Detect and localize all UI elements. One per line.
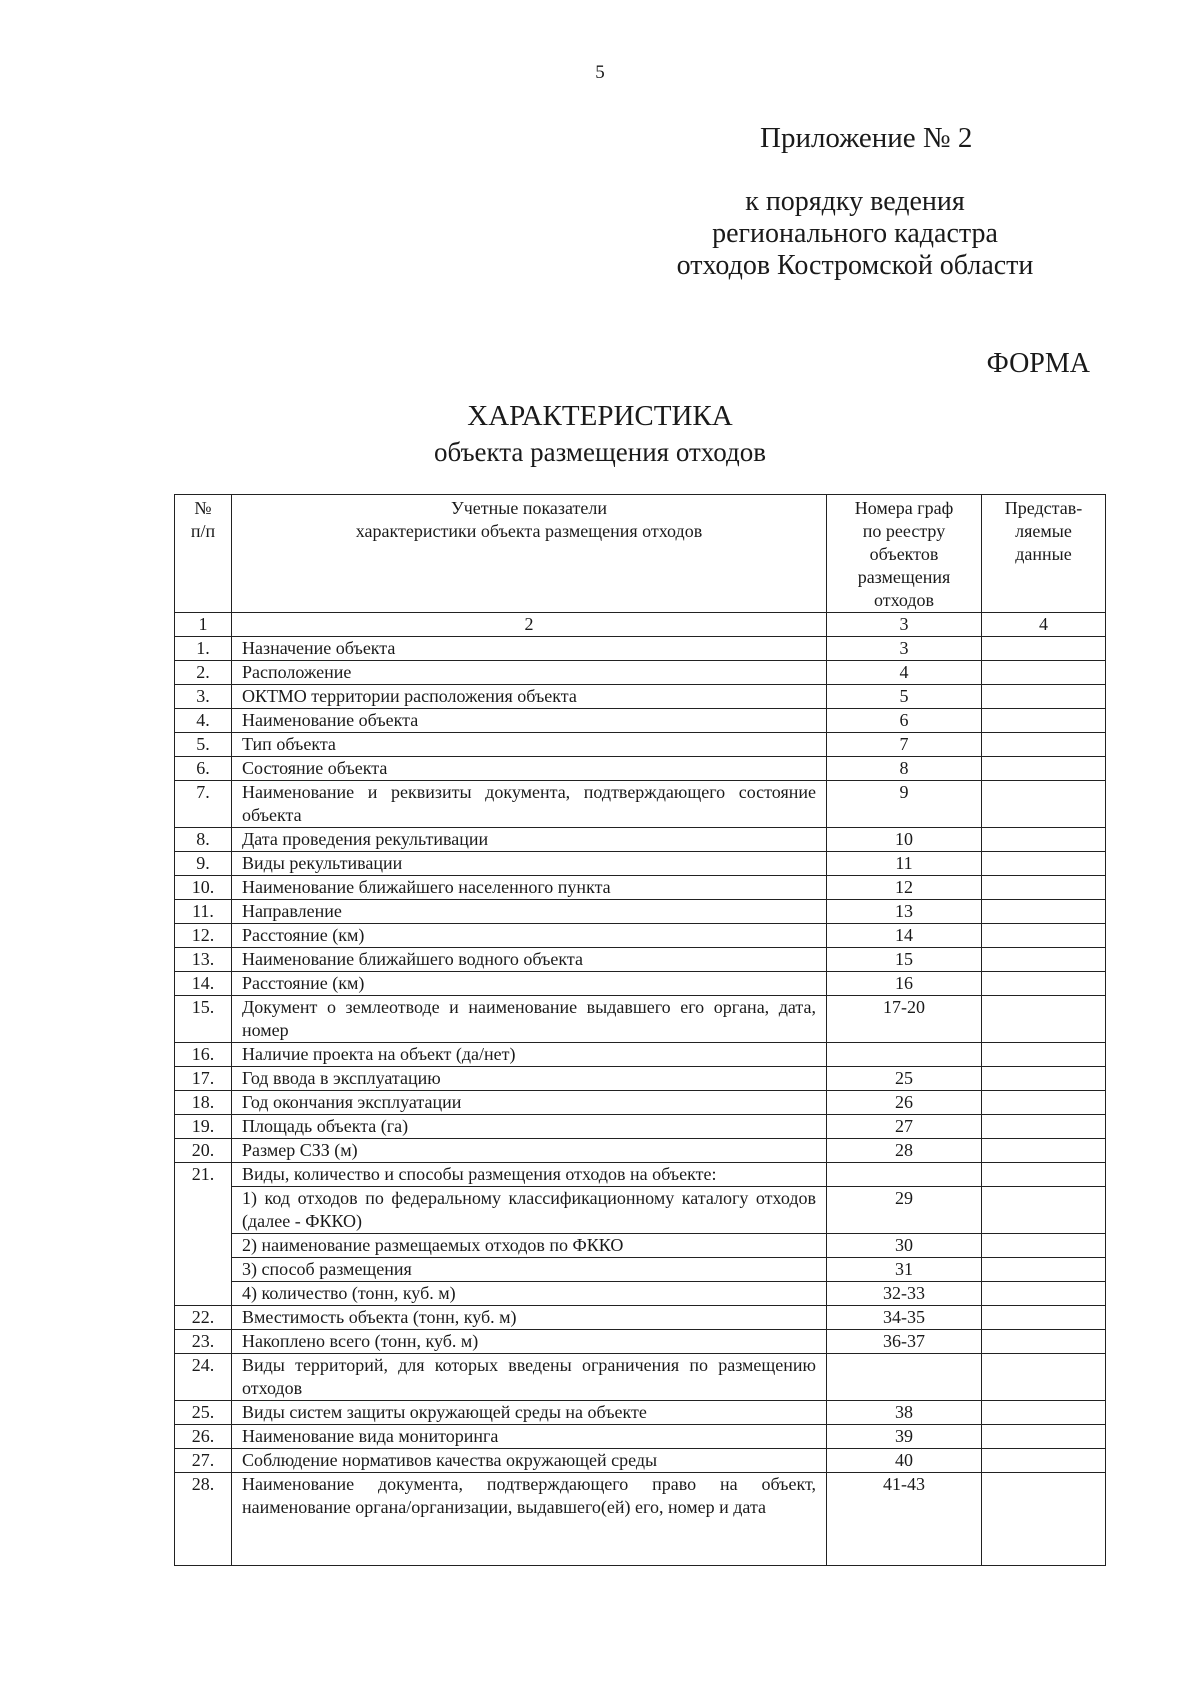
row-provided-data [982, 1163, 1106, 1187]
row-number: 13. [175, 948, 232, 972]
row-number: 6. [175, 757, 232, 781]
row-provided-data [982, 637, 1106, 661]
column-numbers-row [175, 613, 1106, 637]
row-registry-columns: 41-43 [827, 1473, 982, 1566]
subrow-indicator: 1) код отходов по федеральному классификационному каталогу отходов (далее - ФККО) [232, 1187, 827, 1234]
row-number: 9. [175, 852, 232, 876]
row-registry-columns [827, 1354, 982, 1401]
waste-facility-table [174, 494, 1106, 1566]
subrow-indicator: 2) наименование размещаемых отходов по ФККО [232, 1234, 827, 1258]
table-row [175, 733, 1106, 757]
table-row [175, 1306, 1106, 1330]
row-indicator: Год ввода в эксплуатацию [232, 1067, 827, 1091]
row-registry-columns: 10 [827, 828, 982, 852]
row-indicator: Наличие проекта на объект (да/нет) [232, 1043, 827, 1067]
subrow-registry-columns: 29 [827, 1187, 982, 1234]
row-number: 24. [175, 1354, 232, 1401]
row-indicator: Расстояние (км) [232, 972, 827, 996]
table-row [175, 1473, 1106, 1566]
row-registry-columns: 39 [827, 1425, 982, 1449]
row-indicator: Расположение [232, 661, 827, 685]
table-row [175, 1354, 1106, 1401]
subrow-indicator: 4) количество (тонн, куб. м) [232, 1282, 827, 1306]
row-indicator: Размер СЗЗ (м) [232, 1139, 827, 1163]
table-row [175, 852, 1106, 876]
table-row [175, 1330, 1106, 1354]
row-registry-columns: 7 [827, 733, 982, 757]
row-registry-columns: 26 [827, 1091, 982, 1115]
row-registry-columns: 14 [827, 924, 982, 948]
row-provided-data [982, 1473, 1106, 1566]
row-indicator: Вместимость объекта (тонн, куб. м) [232, 1306, 827, 1330]
row-number: 12. [175, 924, 232, 948]
row-number: 20. [175, 1139, 232, 1163]
appendix-subtitle [675, 186, 1035, 282]
row-provided-data [982, 685, 1106, 709]
row-number: 28. [175, 1473, 232, 1566]
row-number: 19. [175, 1115, 232, 1139]
table-row [175, 1067, 1106, 1091]
row-provided-data [982, 1067, 1106, 1091]
table-row [175, 757, 1106, 781]
row-provided-data [982, 1091, 1106, 1115]
row-indicator: Направление [232, 900, 827, 924]
form-label: ФОРМА [986, 348, 1090, 379]
row-indicator: Состояние объекта [232, 757, 827, 781]
row-number: 15. [175, 996, 232, 1043]
row-registry-columns: 17-20 [827, 996, 982, 1043]
row-provided-data [982, 661, 1106, 685]
row-indicator: Год окончания эксплуатации [232, 1091, 827, 1115]
subrow-registry-columns: 32-33 [827, 1282, 982, 1306]
row-registry-columns: 34-35 [827, 1306, 982, 1330]
table-row [175, 876, 1106, 900]
row-indicator: Тип объекта [232, 733, 827, 757]
row-registry-columns: 16 [827, 972, 982, 996]
row-provided-data [982, 1425, 1106, 1449]
subrow-provided-data [982, 1234, 1106, 1258]
row-provided-data [982, 828, 1106, 852]
table-row [175, 1115, 1106, 1139]
row-provided-data [982, 972, 1106, 996]
row-registry-columns: 3 [827, 637, 982, 661]
row-number: 1. [175, 637, 232, 661]
row-registry-columns: 6 [827, 709, 982, 733]
appendix-title: Приложение № 2 [760, 122, 973, 154]
row-indicator: Виды территорий, для которых введены ограничения по размещению отходов [232, 1354, 827, 1401]
row-registry-columns: 40 [827, 1449, 982, 1473]
row-indicator: Виды систем защиты окружающей среды на объекте [232, 1401, 827, 1425]
row-number: 21. [175, 1163, 232, 1306]
row-provided-data [982, 1401, 1106, 1425]
table-row [175, 781, 1106, 828]
row-indicator: Документ о землеотводе и наименование выдавшего его органа, дата, номер [232, 996, 827, 1043]
row-provided-data [982, 757, 1106, 781]
row-number: 11. [175, 900, 232, 924]
row-indicator: ОКТМО территории расположения объекта [232, 685, 827, 709]
row-provided-data [982, 1330, 1106, 1354]
table-subrow [175, 1187, 1106, 1234]
table-subrow [175, 1234, 1106, 1258]
row-number: 2. [175, 661, 232, 685]
table-row [175, 828, 1106, 852]
row-registry-columns: 4 [827, 661, 982, 685]
row-indicator: Виды, количество и способы размещения отходов на объекте: [232, 1163, 827, 1187]
table-row [175, 709, 1106, 733]
row-registry-columns [827, 1163, 982, 1187]
appendix-subtitle-line: регионального кадастра [712, 218, 998, 249]
row-registry-columns: 27 [827, 1115, 982, 1139]
appendix-subtitle-line: к порядку ведения [745, 186, 965, 217]
row-provided-data [982, 948, 1106, 972]
table-row [175, 1091, 1106, 1115]
row-provided-data [982, 709, 1106, 733]
row-registry-columns: 36-37 [827, 1330, 982, 1354]
table-row [175, 1401, 1106, 1425]
row-provided-data [982, 1354, 1106, 1401]
table-row [175, 996, 1106, 1043]
row-indicator: Наименование и реквизиты документа, подтверждающего состояние объекта [232, 781, 827, 828]
row-registry-columns: 5 [827, 685, 982, 709]
row-provided-data [982, 781, 1106, 828]
row-number: 23. [175, 1330, 232, 1354]
row-indicator: Наименование ближайшего водного объекта [232, 948, 827, 972]
row-indicator: Соблюдение нормативов качества окружающей среды [232, 1449, 827, 1473]
column-number: 1 [175, 613, 232, 637]
appendix-subtitle-line: отходов Костромской области [676, 250, 1034, 281]
subrow-provided-data [982, 1282, 1106, 1306]
header-num: № п/п [175, 495, 232, 613]
row-registry-columns: 9 [827, 781, 982, 828]
row-registry-columns: 8 [827, 757, 982, 781]
row-registry-columns: 11 [827, 852, 982, 876]
column-number: 3 [827, 613, 982, 637]
row-number: 10. [175, 876, 232, 900]
row-provided-data [982, 1306, 1106, 1330]
header-indicator: Учетные показатели характеристики объекта размещения отходов [232, 495, 827, 613]
row-number: 3. [175, 685, 232, 709]
row-registry-columns: 28 [827, 1139, 982, 1163]
row-registry-columns: 38 [827, 1401, 982, 1425]
table-row [175, 661, 1106, 685]
column-number: 2 [232, 613, 827, 637]
subrow-provided-data [982, 1258, 1106, 1282]
row-number: 22. [175, 1306, 232, 1330]
row-provided-data [982, 996, 1106, 1043]
row-indicator: Наименование ближайшего населенного пункта [232, 876, 827, 900]
row-registry-columns [827, 1043, 982, 1067]
row-registry-columns: 13 [827, 900, 982, 924]
row-provided-data [982, 1449, 1106, 1473]
row-provided-data [982, 1139, 1106, 1163]
table-row [175, 924, 1106, 948]
table-row [175, 637, 1106, 661]
row-indicator: Расстояние (км) [232, 924, 827, 948]
page-number: 5 [595, 62, 605, 83]
row-indicator: Дата проведения рекультивации [232, 828, 827, 852]
subrow-registry-columns: 30 [827, 1234, 982, 1258]
row-indicator: Виды рекультивации [232, 852, 827, 876]
document-subtitle: объекта размещения отходов [434, 437, 766, 467]
table-row [175, 1425, 1106, 1449]
row-number: 27. [175, 1449, 232, 1473]
subrow-provided-data [982, 1187, 1106, 1234]
table-subrow [175, 1258, 1106, 1282]
table-row [175, 900, 1106, 924]
subrow-indicator: 3) способ размещения [232, 1258, 827, 1282]
column-number: 4 [982, 613, 1106, 637]
row-number: 8. [175, 828, 232, 852]
table-subrow [175, 1282, 1106, 1306]
header-provided-data: Представ- ляемые данные [982, 495, 1106, 613]
row-number: 25. [175, 1401, 232, 1425]
row-indicator: Наименование документа, подтверждающего право на объект, наименование органа/организации, выдавшего(ей) его, номер и дата [232, 1473, 827, 1566]
header-row [175, 495, 1106, 613]
row-provided-data [982, 852, 1106, 876]
row-number: 18. [175, 1091, 232, 1115]
table-row [175, 685, 1106, 709]
row-number: 4. [175, 709, 232, 733]
row-number: 7. [175, 781, 232, 828]
row-provided-data [982, 1043, 1106, 1067]
table-row [175, 1043, 1106, 1067]
row-provided-data [982, 876, 1106, 900]
row-provided-data [982, 733, 1106, 757]
row-provided-data [982, 1115, 1106, 1139]
table-row [175, 1139, 1106, 1163]
row-indicator: Наименование объекта [232, 709, 827, 733]
row-number: 16. [175, 1043, 232, 1067]
table-row [175, 1163, 1106, 1187]
document-title: ХАРАКТЕРИСТИКА [467, 400, 733, 432]
table-row [175, 1449, 1106, 1473]
row-provided-data [982, 900, 1106, 924]
table-row [175, 948, 1106, 972]
row-indicator: Накоплено всего (тонн, куб. м) [232, 1330, 827, 1354]
subrow-registry-columns: 31 [827, 1258, 982, 1282]
row-registry-columns: 25 [827, 1067, 982, 1091]
row-number: 5. [175, 733, 232, 757]
row-number: 26. [175, 1425, 232, 1449]
row-registry-columns: 12 [827, 876, 982, 900]
row-indicator: Площадь объекта (га) [232, 1115, 827, 1139]
row-number: 14. [175, 972, 232, 996]
header-registry-columns: Номера граф по реестру объектов размещения отходов [827, 495, 982, 613]
row-registry-columns: 15 [827, 948, 982, 972]
row-provided-data [982, 924, 1106, 948]
row-indicator: Назначение объекта [232, 637, 827, 661]
row-indicator: Наименование вида мониторинга [232, 1425, 827, 1449]
row-number: 17. [175, 1067, 232, 1091]
table-row [175, 972, 1106, 996]
